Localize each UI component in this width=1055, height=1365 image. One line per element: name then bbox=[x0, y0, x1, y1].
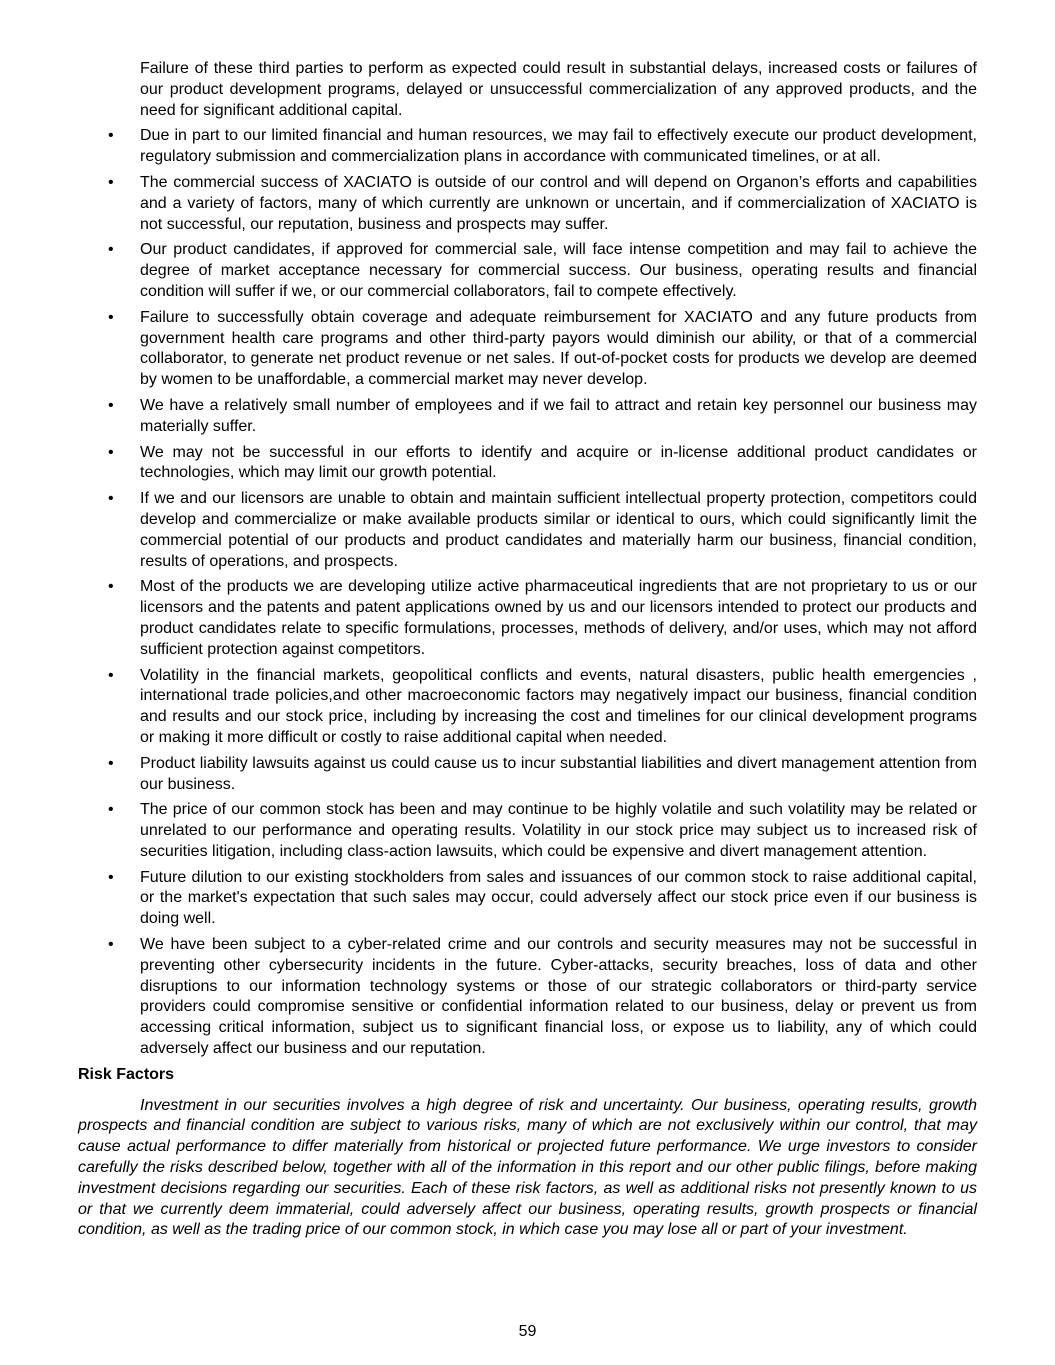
document-page bbox=[78, 59, 977, 1241]
list-item bbox=[78, 240, 977, 302]
list-item bbox=[78, 800, 977, 862]
list-item bbox=[78, 396, 977, 438]
bullet-marker: • bbox=[108, 241, 114, 259]
bullet-marker: • bbox=[108, 490, 114, 508]
list-item bbox=[78, 666, 977, 749]
bullet-marker: • bbox=[108, 666, 114, 684]
list-item bbox=[78, 308, 977, 391]
bullet-text: We have been subject to a cyber-related crime and our controls and security measures may not be successful in preventing other cybersecurity incidents in the future. Cyber-attacks, security breaches, loss of data and other disruptions to our information technology systems or those of our strategic collaborators or third-party service providers could compromise sensitive or confidential information related to our business, delay or prevent us from accessing critical information, subject us to significant financial loss, or expose us to liability, any of which could adversely affect our business and our reputation. bbox=[140, 936, 977, 1058]
bullet-marker: • bbox=[108, 801, 114, 819]
bullet-marker: • bbox=[108, 578, 114, 596]
bullet-text: We may not be successful in our efforts to identify and acquire or in-license additional product candidates or technologies, which may limit our growth potential. bbox=[140, 443, 977, 482]
bullet-marker: • bbox=[108, 173, 114, 191]
bullet-text: Future dilution to our existing stockholders from sales and issuances of our common stock to raise additional capital, or the market's expectation that such sales may occur, could adversely affect our stock price even if our business is doing well. bbox=[140, 868, 977, 928]
list-item bbox=[78, 754, 977, 796]
bullet-text: Due in part to our limited financial and human resources, we may fail to effectively execute our product development, regulatory submission and commercialization plans in accordance with communicated timelines, or at all. bbox=[140, 127, 977, 166]
bullet-marker: • bbox=[108, 308, 114, 326]
continuation-paragraph: Failure of these third parties to perform as expected could result in substantial delays, increased costs or failures of our product development programs, delayed or unsuccessful commercialization of any approved products, and the need for significant additional capital. bbox=[140, 60, 977, 119]
page-number: 59 bbox=[518, 1323, 537, 1340]
bullet-text: Product liability lawsuits against us could cause us to incur substantial liabilities and divert management attention from our business. bbox=[140, 754, 977, 793]
bullet-text: Most of the products we are developing utilize active pharmaceutical ingredients that are not proprietary to us or our licensors and the patents and patent applications owned by us and our licensors intended to protect our products and product candidates relate to specific formulations, processes, methods of delivery, and/or uses, which may not afford sufficient protection against competitors. bbox=[140, 578, 977, 658]
list-item bbox=[78, 935, 977, 1060]
list-item bbox=[78, 489, 977, 572]
section-heading: Risk Factors bbox=[78, 1065, 175, 1083]
bullet-marker: • bbox=[108, 754, 114, 772]
intro-paragraph: Investment in our securities involves a high degree of risk and uncertainty. Our business, operating results, growth prospects and financial condition are subject to various risks, many of which are not exclusively within our control, that may cause actual performance to differ materially from historical or projected future performance. We urge investors to consider carefully the risks described below, together with all of the information in this report and our other public filings, before making investment decisions regarding our securities. Each of these risk factors, as well as additional risks not presently known to us or that we currently deem immaterial, could adversely affect our business, operating results, growth prospects or financial condition, as well as the trading price of our common stock, in which case you may lose all or part of your investment. bbox=[78, 1096, 977, 1239]
bullet-marker: • bbox=[108, 868, 114, 886]
list-item bbox=[78, 868, 977, 930]
bullet-marker: • bbox=[108, 936, 114, 954]
bullet-text: Failure to successfully obtain coverage and adequate reimbursement for XACIATO and any future products from government health care programs and other third-party payors would diminish our ability, or that of a commercial collaborator, to generate net product revenue or net sales. If out-of-pocket costs for products we develop are deemed by women to be unaffordable, a commercial market may never develop. bbox=[140, 308, 977, 389]
bullet-text: The price of our common stock has been and may continue to be highly volatile and such volatility may be related or unrelated to our performance and operating results. Volatility in our stock price may subject us to increased risk of securities litigation, including class-action lawsuits, which could be expensive and divert management attention. bbox=[140, 801, 977, 860]
list-item bbox=[78, 173, 977, 235]
list-item bbox=[78, 443, 977, 485]
risk-summary-list bbox=[78, 126, 977, 1059]
bullet-text: The commercial success of XACIATO is outside of our control and will depend on Organon’s efforts and capabilities and a variety of factors, many of which currently are unknown or uncertain, and if commercialization of XACIATO is not successful, our reputation, business and prospects may suffer. bbox=[140, 173, 977, 233]
bullet-text: If we and our licensors are unable to obtain and maintain sufficient intellectual property protection, competitors could develop and commercialize or make available products similar or identical to ours, which could significantly limit the commercial potential of our products and product candidates and materially harm our business, financial condition, results of operations, and prospects. bbox=[140, 490, 977, 570]
bullet-marker: • bbox=[108, 127, 114, 145]
list-item bbox=[78, 126, 977, 168]
bullet-text: Volatility in the financial markets, geopolitical conflicts and events, natural disasters, public health emergencies , international trade policies,and other macroeconomic factors may negatively impact our business, financial condition and results and our stock price, including by increasing the cost and timelines for our clinical development programs or making it more difficult or costly to raise additional capital when needed. bbox=[140, 666, 977, 746]
bullet-marker: • bbox=[108, 443, 114, 461]
list-item bbox=[78, 577, 977, 660]
bullet-text: We have a relatively small number of employees and if we fail to attract and retain key personnel our business may materially suffer. bbox=[140, 396, 977, 435]
bullet-text: Our product candidates, if approved for commercial sale, will face intense competition and may fail to achieve the degree of market acceptance necessary for commercial success. Our business, operating results and financial condition will suffer if we, or our commercial collaborators, fail to compete effectively. bbox=[140, 241, 977, 300]
bullet-marker: • bbox=[108, 396, 114, 414]
